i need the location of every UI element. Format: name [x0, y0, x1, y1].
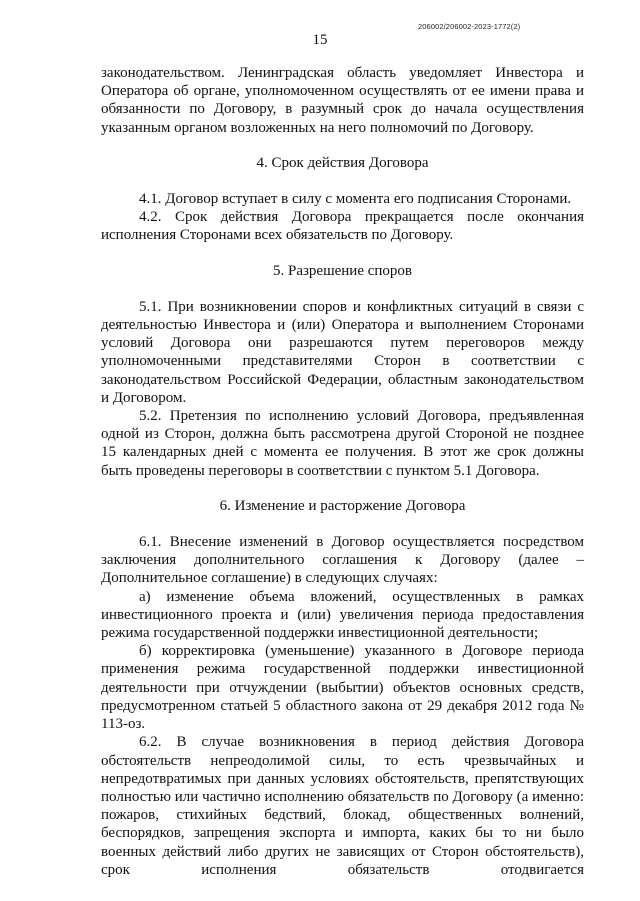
clause-4-2: 4.2. Срок действия Договора прекращается после окончания исполнения Сторонами всех обязательств по Договору. — [101, 209, 584, 244]
section-6-title: 6. Изменение и расторжение Договора — [219, 497, 466, 514]
document-reference: 206002/206002-2023-1772(2) — [418, 22, 521, 31]
clause-6-1: 6.1. Внесение изменений в Договор осуществляется посредством заключения дополнительного соглашения к Договору (далее – Дополнительное соглашение) в следующих случаях: — [101, 534, 584, 587]
section-4-title: 4. Срок действия Договора — [256, 154, 429, 171]
page-number: 15 — [312, 32, 328, 48]
intro-paragraph: законодательством. Ленинградская область уведомляет Инвестора и Оператора об органе, уполномоченном осуществлять от ее имени права и обязанности по Договору, в разумный срок до начала осуществления указанным органом возложенных на него полномочий по Договору. — [101, 65, 584, 136]
clause-6-2: 6.2. В случае возникновения в период действия Договора обстоятельств непреодолимой силы, то есть чрезвычайных и непредотвратимых при данных условиях обстоятельств, препятствующих полностью или частично исполнению обязательств по Договору (а именно: пожаров, стихийных бедствий, блокад, общественных волнений, беспорядков, запрещения экспорта и импорта, каких бы то ни было военных действий либо других не зависящих от Сторон обстоятельств), срок исполнения обязательств отодвигается — [101, 734, 584, 878]
clause-5-2: 5.2. Претензия по исполнению условий Договора, предъявленная одной из Сторон, должна быть рассмотрена другой Стороной не позднее 15 календарных дней с момента ее получения. В этот же срок должны быть проведены переговоры в соответствии с пунктом 5.1 Договора. — [101, 408, 584, 479]
clause-6-1-b: б) корректировка (уменьшение) указанного в Договоре периода применения режима государственной поддержки инвестиционной деятельности при отчуждении (выбытии) объектов основных средств, предусмотренном статьей 5 областного закона от 29 декабря 2012 года № 113-оз. — [101, 643, 584, 733]
document-body — [101, 64, 584, 879]
clause-4-1: 4.1. Договор вступает в силу с момента его подписания Сторонами. — [139, 191, 572, 208]
clause-6-1-a: а) изменение объема вложений, осуществленных в рамках инвестиционного проекта и (или) увеличения периода предоставления режима государственной поддержки инвестиционной деятельности; — [101, 588, 584, 642]
clause-5-1: 5.1. При возникновении споров и конфликтных ситуаций в связи с деятельностью Инвестора и (или) Оператора и выполнением Сторонами условий Договора они разрешаются путем переговоров между уполномоченными представителями Сторон в соответствии с законодательством Российской Федерации, областным законодательством и Договором. — [101, 298, 584, 406]
section-5-title: 5. Разрешение споров — [272, 262, 413, 279]
